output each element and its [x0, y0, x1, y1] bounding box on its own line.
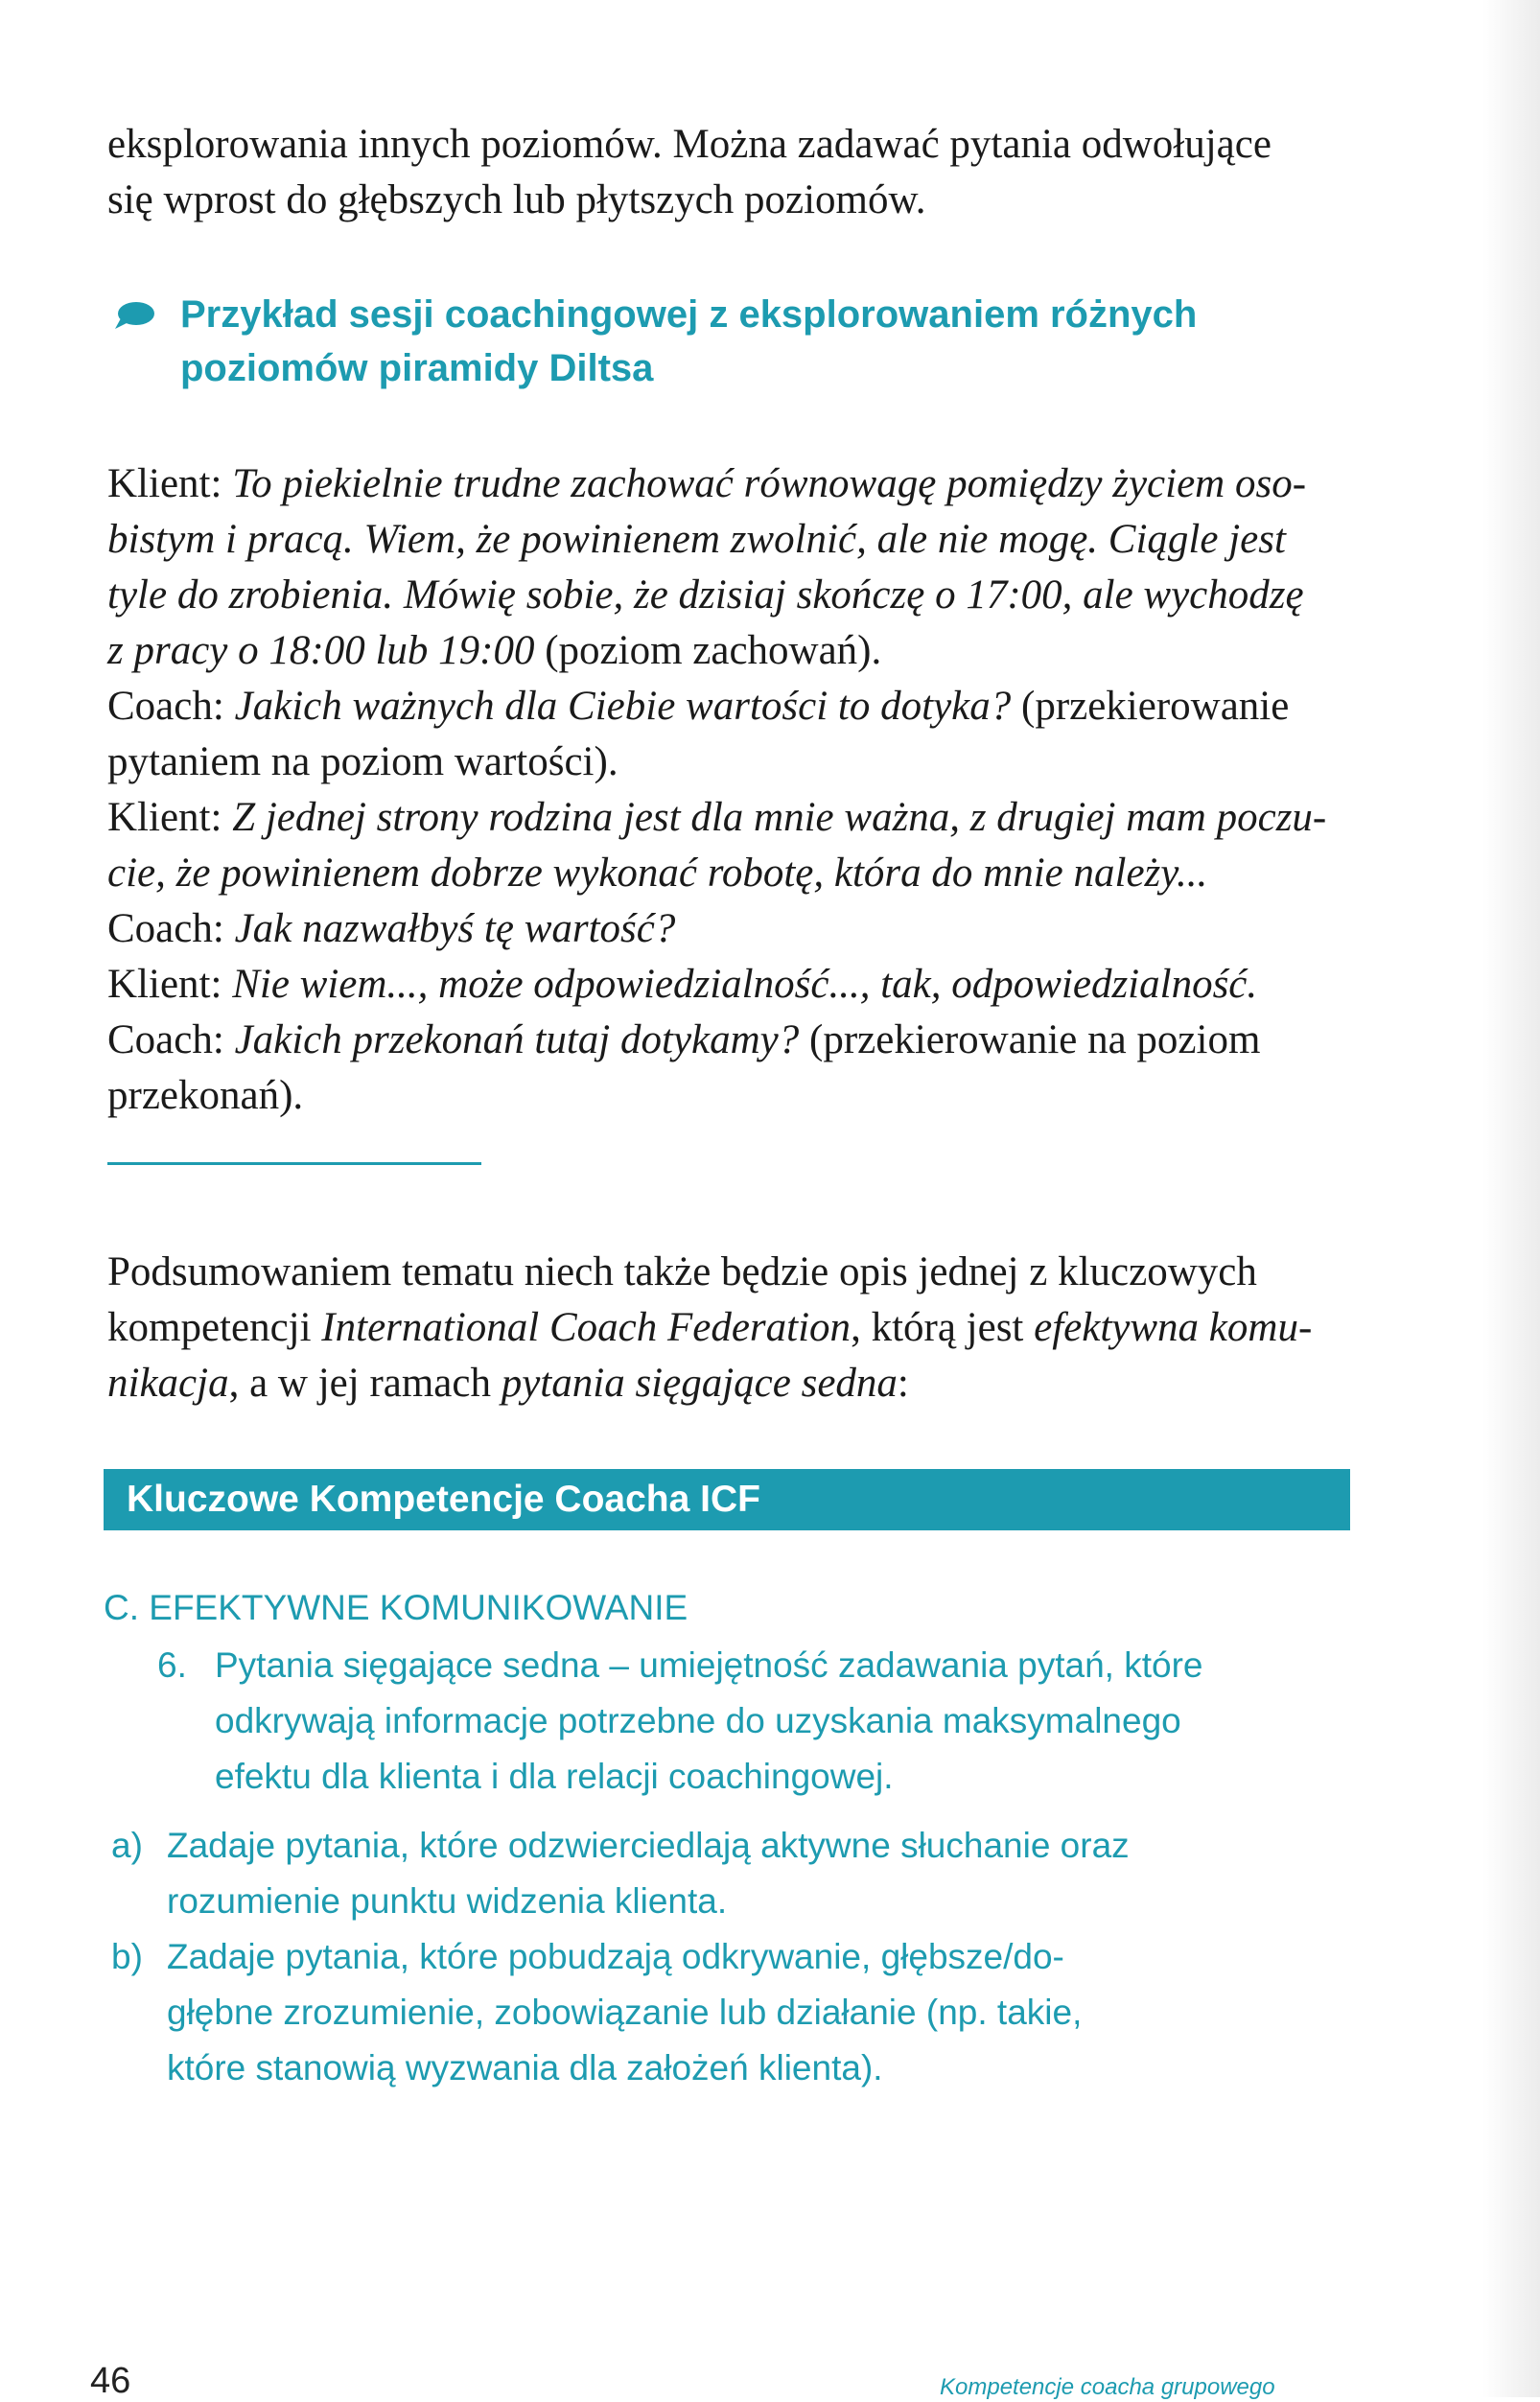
dialogue-line: [107, 1068, 1354, 1124]
summary-emphasis: nikacja: [107, 1361, 229, 1406]
utterance: Z jednej strony rodzina jest dla mnie ważna, z drugiej mam poczu-: [232, 795, 1327, 840]
summary-line: [107, 1356, 1354, 1411]
dialogue-line: [107, 790, 1354, 846]
sub-item-body: [167, 1818, 1356, 1929]
speaker-label: Coach:: [107, 906, 235, 951]
sub-item-line: które stanowią wyzwania dla założeń klienta).: [167, 2048, 883, 2087]
item-number: 6.: [157, 1645, 187, 1685]
page-edge-shadow: [1482, 0, 1540, 2397]
dialogue-line: [107, 1013, 1354, 1068]
speaker-label: Klient:: [107, 461, 233, 506]
dialogue-line: [107, 735, 1354, 790]
dialogue-line: [107, 568, 1354, 623]
example-heading-line: poziomów piramidy Diltsa: [180, 347, 654, 389]
dialogue-line: [107, 512, 1354, 568]
utterance: Jakich ważnych dla Ciebie wartości to dotyka?: [234, 684, 1012, 729]
dialogue-line: [107, 846, 1354, 901]
annotation: pytaniem na poziom wartości).: [107, 739, 618, 784]
summary-text: , którą jest: [851, 1305, 1035, 1350]
annotation: przekonań).: [107, 1073, 304, 1118]
intro-paragraph: [107, 117, 1354, 228]
utterance: To piekielnie trudne zachować równowagę pomiędzy życiem oso-: [232, 461, 1307, 506]
speaker-label: Klient:: [107, 795, 233, 840]
intro-line: eksplorowania innych poziomów. Można zadawać pytania odwołujące: [107, 122, 1272, 167]
dialogue-line: [107, 679, 1354, 735]
utterance: Jak nazwałbyś tę wartość?: [234, 906, 676, 951]
sub-item-body: [167, 1929, 1356, 2096]
summary-line: Podsumowaniem tematu niech także będzie opis jednej z kluczowych: [107, 1249, 1257, 1294]
speaker-label: Coach:: [107, 684, 235, 729]
speaker-label: Klient:: [107, 962, 233, 1007]
summary-text: , a w jej ramach: [228, 1361, 502, 1406]
sub-item-letter: b): [111, 1937, 143, 1976]
page-number: 46: [90, 2361, 131, 2401]
item-line: efektu dla klienta i dla relacji coachingowej.: [215, 1757, 894, 1796]
summary-paragraph: [107, 1245, 1354, 1411]
running-title: Kompetencje coacha grupowego: [940, 2374, 1275, 2400]
utterance: tyle do zrobienia. Mówię sobie, że dzisiaj skończę o 17:00, ale wychodzę: [107, 572, 1304, 618]
sub-item-line: rozumienie punktu widzenia klienta.: [167, 1881, 728, 1921]
dialogue-line: [107, 456, 1354, 512]
annotation: (przekierowanie na poziom: [799, 1017, 1261, 1062]
sub-item-letter: a): [111, 1826, 143, 1865]
example-heading-line: Przykład sesji coachingowej z eksplorowaniem różnych: [180, 293, 1198, 336]
sub-item-line: Zadaje pytania, które odzwierciedlają aktywne słuchanie oraz: [167, 1826, 1130, 1865]
sub-item-line: głębne zrozumienie, zobowiązanie lub działanie (np. takie,: [167, 1993, 1083, 2032]
utterance: Nie wiem..., może odpowiedzialność..., tak, odpowiedzialność.: [232, 962, 1258, 1007]
item-line: odkrywają informacje potrzebne do uzyskania maksymalnego: [215, 1701, 1181, 1740]
item-line: Pytania sięgające sedna – umiejętność zadawania pytań, które: [215, 1645, 1203, 1685]
intro-line: się wprost do głębszych lub płytszych poziomów.: [107, 177, 926, 222]
utterance: cie, że powinienem dobrze wykonać robotę, która do mnie należy...: [107, 851, 1208, 896]
section-c-title: C. EFEKTYWNE KOMUNIKOWANIE: [104, 1588, 688, 1627]
annotation: (poziom zachowań).: [534, 628, 882, 673]
section-divider: [107, 1162, 481, 1165]
summary-line: [107, 1300, 1354, 1356]
utterance: bistym i pracą. Wiem, że powinienem zwolnić, ale nie mogę. Ciągle jest: [107, 517, 1286, 562]
summary-text: :: [897, 1361, 909, 1406]
utterance: Jakich przekonań tutaj dotykamy?: [234, 1017, 800, 1062]
competencies-banner: Kluczowe Kompetencje Coacha ICF: [104, 1469, 1350, 1530]
dialogue-line: [107, 901, 1354, 957]
summary-emphasis: International Coach Federation: [321, 1305, 852, 1350]
speaker-label: Coach:: [107, 1017, 235, 1062]
speech-bubble-icon: [113, 301, 155, 330]
dialogue-line: [107, 623, 1354, 679]
utterance: z pracy o 18:00 lub 19:00: [107, 628, 535, 673]
summary-emphasis: efektywna komu-: [1034, 1305, 1313, 1350]
summary-text: kompetencji: [107, 1305, 322, 1350]
coaching-dialogue: [107, 456, 1354, 1124]
sub-item-line: Zadaje pytania, które pobudzają odkrywanie, głębsze/do-: [167, 1937, 1064, 1976]
dialogue-line: [107, 957, 1354, 1013]
summary-emphasis: pytania sięgające sedna: [501, 1361, 898, 1406]
annotation: (przekierowanie: [1011, 684, 1290, 729]
item-body: [215, 1638, 1461, 1805]
example-heading: [113, 288, 1312, 395]
